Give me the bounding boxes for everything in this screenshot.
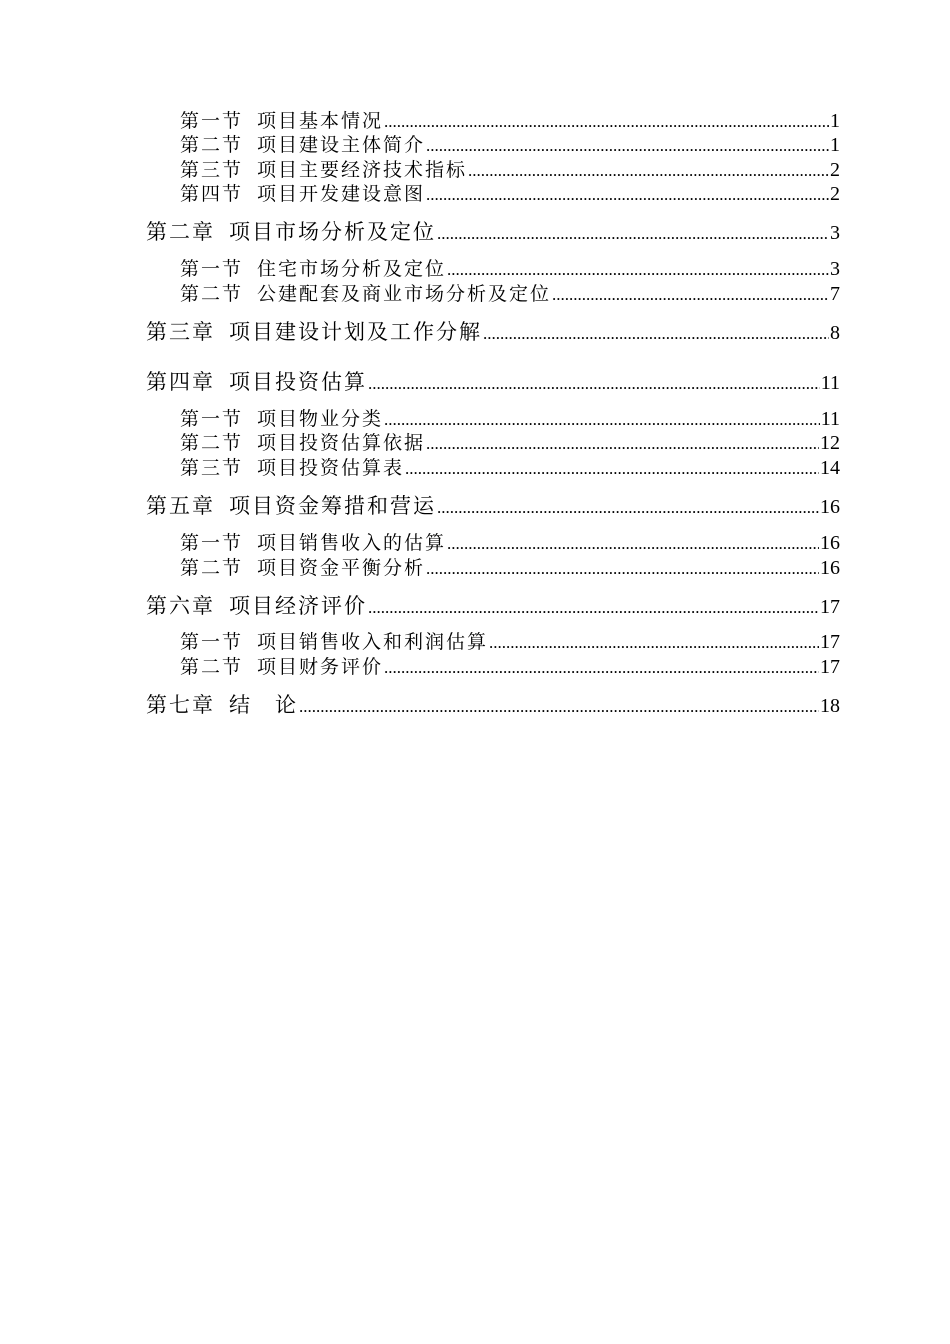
toc-entry-1-1[interactable]: [0, 106, 840, 133]
toc-entry-title: 项目投资估算依据: [257, 432, 426, 454]
toc-entry-prefix: 第二节: [180, 283, 244, 305]
toc-entry-4-3[interactable]: [0, 453, 840, 480]
toc-entry-1-4[interactable]: [0, 179, 840, 206]
toc-entry-prefix: 第五章: [146, 494, 215, 518]
toc-page-number: 17: [820, 596, 840, 618]
toc-page-number: 17: [820, 631, 840, 653]
toc-entry-prefix: 第七章: [146, 693, 215, 717]
toc-entry-prefix: 第四章: [146, 370, 215, 394]
toc-leader-dots: [384, 112, 829, 132]
toc-entry-1-2[interactable]: [0, 130, 840, 157]
toc-entry-prefix: 第二节: [180, 134, 244, 156]
toc-entry-title: 项目资金筹措和营运: [229, 494, 436, 518]
toc-leader-dots: [426, 185, 829, 205]
toc-entry-prefix: 第二节: [180, 432, 244, 454]
toc-entry-label: [180, 553, 425, 580]
toc-entry-title: 项目市场分析及定位: [229, 220, 436, 244]
toc-page-number: 16: [820, 532, 840, 554]
toc-leader-dots: [489, 633, 819, 653]
toc-entry-prefix: 第一节: [180, 532, 244, 554]
toc-entry-label: [180, 652, 383, 679]
toc-page-number: 3: [830, 258, 840, 280]
toc-entry-prefix: 第二节: [180, 656, 244, 678]
toc-entry-prefix: 第三节: [180, 457, 244, 479]
toc-leader-dots: [426, 434, 819, 454]
toc-leader-dots: [426, 136, 829, 156]
toc-leader-dots: [437, 498, 819, 518]
toc-entry-title: 项目建设主体简介: [257, 134, 426, 156]
toc-entry-chapter-5[interactable]: [0, 490, 840, 520]
toc-entry-title: 项目销售收入和利润估算: [257, 631, 489, 653]
toc-page-number: 17: [820, 656, 840, 678]
toc-leader-dots: [483, 324, 829, 344]
toc-entry-label: [180, 106, 383, 133]
toc-entry-title: 项目财务评价: [257, 656, 384, 678]
toc-page-number: 8: [830, 322, 840, 344]
toc-entry-chapter-7[interactable]: [0, 689, 840, 719]
toc-entry-label: [180, 627, 488, 654]
toc-page-number: 11: [820, 372, 840, 394]
toc-entry-label: [180, 428, 425, 455]
toc-page-number: 18: [820, 695, 840, 717]
toc-entry-prefix: 第一节: [180, 258, 244, 280]
toc-entry-label: [180, 528, 446, 555]
toc-entry-title: 项目销售收入的估算: [257, 532, 447, 554]
toc-entry-label: [180, 279, 551, 306]
toc-entry-prefix: 第一节: [180, 110, 244, 132]
toc-entry-5-1[interactable]: [0, 528, 840, 555]
toc-entry-title: 结 论: [229, 693, 298, 717]
toc-entry-title: 项目物业分类: [257, 408, 384, 430]
toc-entry-label: [146, 689, 298, 719]
toc-page-number: 11: [820, 408, 840, 430]
toc-entry-label: [146, 590, 367, 620]
toc-entry-title: 项目开发建设意图: [257, 183, 426, 205]
toc-entry-5-2[interactable]: [0, 553, 840, 580]
toc-entry-title: 项目资金平衡分析: [257, 557, 426, 579]
toc-page-number: 16: [820, 557, 840, 579]
toc-entry-label: [180, 155, 467, 182]
toc-entry-4-1[interactable]: [0, 404, 840, 431]
toc-page-number: 1: [830, 110, 840, 132]
toc-leader-dots: [368, 598, 819, 618]
toc-entry-chapter-4[interactable]: [0, 366, 840, 396]
toc-leader-dots: [384, 658, 819, 678]
toc-page-number: 1: [830, 134, 840, 156]
toc-entry-2-1[interactable]: [0, 254, 840, 281]
toc-entry-2-2[interactable]: [0, 279, 840, 306]
toc-leader-dots: [437, 224, 829, 244]
toc-leader-dots: [384, 410, 820, 430]
toc-leader-dots: [447, 534, 819, 554]
toc-entry-label: [180, 453, 404, 480]
toc-entry-label: [180, 254, 446, 281]
toc-entry-prefix: 第二节: [180, 557, 244, 579]
toc-entry-title: 项目建设计划及工作分解: [229, 320, 482, 344]
toc-entry-label: [180, 130, 425, 157]
toc-entry-prefix: 第三章: [146, 320, 215, 344]
toc-leader-dots: [405, 459, 819, 479]
toc-page-number: 14: [820, 457, 840, 479]
toc-entry-1-3[interactable]: [0, 155, 840, 182]
toc-entry-title: 公建配套及商业市场分析及定位: [257, 283, 552, 305]
toc-entry-label: [146, 216, 436, 246]
toc-entry-prefix: 第四节: [180, 183, 244, 205]
toc-leader-dots: [368, 374, 820, 394]
toc-leader-dots: [552, 285, 829, 305]
toc-page-number: 12: [820, 432, 840, 454]
toc-entry-label: [180, 404, 383, 431]
toc-entry-label: [180, 179, 425, 206]
toc-entry-title: 项目基本情况: [257, 110, 384, 132]
toc-entry-label: [146, 366, 367, 396]
toc-entry-prefix: 第二章: [146, 220, 215, 244]
toc-page-number: 16: [820, 496, 840, 518]
toc-leader-dots: [299, 697, 819, 717]
toc-page-number: 2: [830, 183, 840, 205]
toc-entry-title: 项目投资估算: [229, 370, 367, 394]
toc-page-number: 3: [830, 222, 840, 244]
toc-entry-chapter-2[interactable]: [0, 216, 840, 246]
toc-entry-label: [146, 490, 436, 520]
toc-entry-prefix: 第一节: [180, 631, 244, 653]
toc-entry-title: 住宅市场分析及定位: [257, 258, 447, 280]
toc-entry-title: 项目主要经济技术指标: [257, 159, 468, 181]
toc-page-number: 7: [830, 283, 840, 305]
toc-leader-dots: [468, 161, 829, 181]
toc-entry-title: 项目投资估算表: [257, 457, 405, 479]
toc-entry-title: 项目经济评价: [229, 594, 367, 618]
toc-leader-dots: [426, 559, 819, 579]
toc-entry-prefix: 第三节: [180, 159, 244, 181]
toc-entry-prefix: 第一节: [180, 408, 244, 430]
toc-entry-4-2[interactable]: [0, 428, 840, 455]
toc-entry-chapter-3[interactable]: [0, 316, 840, 346]
toc-entry-6-2[interactable]: [0, 652, 840, 679]
toc-entry-label: [146, 316, 482, 346]
toc-entry-6-1[interactable]: [0, 627, 840, 654]
toc-entry-chapter-6[interactable]: [0, 590, 840, 620]
toc-entry-prefix: 第六章: [146, 594, 215, 618]
toc-page-number: 2: [830, 159, 840, 181]
toc-leader-dots: [447, 260, 829, 280]
